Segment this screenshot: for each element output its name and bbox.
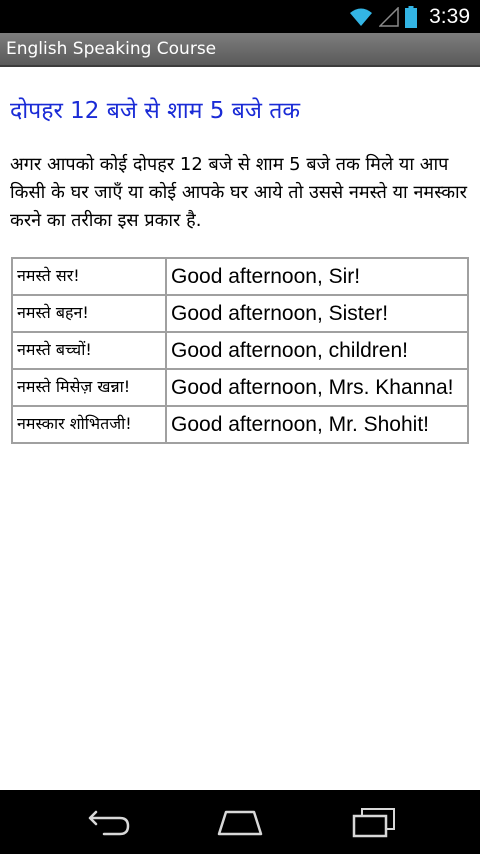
table-row <box>12 295 468 332</box>
lesson-heading: दोपहर 12 बजे से शाम 5 बजे तक <box>10 98 301 124</box>
phrase-table <box>11 257 469 444</box>
hindi-phrase: नमस्ते बच्चों! <box>12 332 166 369</box>
hindi-phrase: नमस्ते मिसेज़ खन्ना! <box>12 369 166 406</box>
english-phrase: Good afternoon, Mr. Shohit! <box>166 406 468 443</box>
signal-icon <box>379 7 399 27</box>
battery-icon <box>405 6 417 28</box>
app-title: English Speaking Course <box>6 39 217 59</box>
clock: 3:39 <box>429 4 470 28</box>
english-phrase: Good afternoon, children! <box>166 332 468 369</box>
recent-apps-icon[interactable] <box>348 806 398 838</box>
english-phrase: Good afternoon, Sister! <box>166 295 468 332</box>
table-row <box>12 369 468 406</box>
home-icon[interactable] <box>215 806 265 838</box>
app-title-bar <box>0 33 480 67</box>
hindi-phrase: नमस्ते बहन! <box>12 295 166 332</box>
navigation-bar <box>0 790 480 854</box>
status-bar <box>0 0 480 33</box>
english-phrase: Good afternoon, Mrs. Khanna! <box>166 369 468 406</box>
hindi-phrase: नमस्ते सर! <box>12 258 166 295</box>
english-phrase: Good afternoon, Sir! <box>166 258 468 295</box>
table-row <box>12 258 468 295</box>
hindi-phrase: नमस्कार शोभितजी! <box>12 406 166 443</box>
status-icons <box>349 0 470 33</box>
wifi-icon <box>349 7 373 27</box>
table-row <box>12 406 468 443</box>
lesson-intro: अगर आपको कोई दोपहर 12 बजे से शाम 5 बजे तक मिले या आप किसी के घर जाएँ या कोई आपके घर आये तो उससे नमस्ते या नमस्कार करने का तरीका इस प्रकार है. <box>10 154 468 231</box>
back-icon[interactable] <box>82 806 132 838</box>
table-row <box>12 332 468 369</box>
lesson-content[interactable] <box>0 67 480 790</box>
